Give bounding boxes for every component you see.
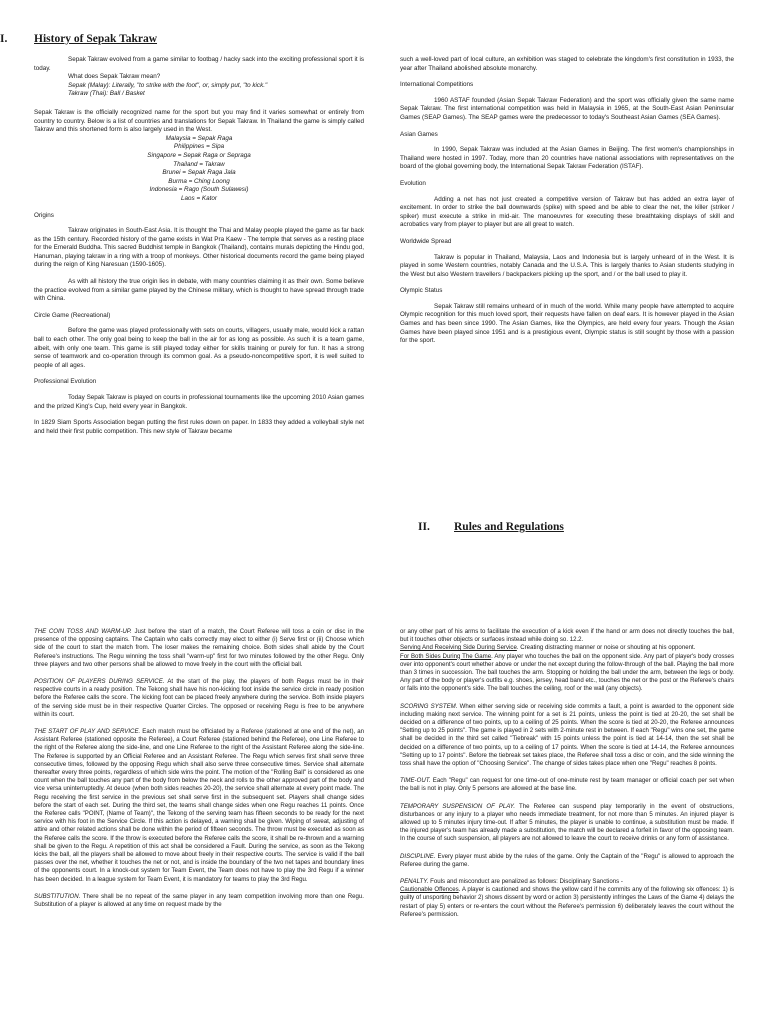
olympic-heading: Olympic Status	[400, 287, 443, 295]
country-item: Brunei = Sepak Raga Jala	[162, 169, 236, 177]
scoring-text: When either serving side or receiving side commits a fault, a point is awarded to the opponent side including making next service. The winning point for a set is 21 points, unless the point is tied at 20-20, the set shall be decided on a difference of two points, up to a ceiling of 25 points. When the score is tied at 20-20, the Referee announces "Setting up to 25 points". The game is played in 2 sets with 2-minute rest in between. If each "Regu" wins one set, the game shall be decided in the third set called "Tiebreak" with 15 points unless the point is tied at 14-14, then the set shall be decided on a difference of two points, up to a ceiling of 17 points. When the score is tied at 14-14, the Referee announces "Setting up to 17 points". Before the tiebreak set takes place, the Referee shall toss a disc or coin, and the side winning the toss shall have the option of "Choosing Service". The change of sides takes place when one "Regu" reaches 8 points.	[400, 702, 734, 768]
country-item: Malaysia = Sepak Raga	[165, 134, 233, 142]
evolution-paragraph: Adding a net has not just created a competitive version of Takraw but has added an extra layer of excitement. In order to strike the ball downwards (spike) with speed and be able to clear the net, the killer (striker / spiker) must execute a strike in mid-air. The manoeuvres for executing these breathtaking displays of skill and acrobatics vary from player to player but are all great to watch.	[400, 195, 734, 229]
professional-paragraph-1: Today Sepak Takraw is played on courts in professional tournaments like the upcoming 2010 Asian games and the prized King's Cup, held every year in Bangkok.	[34, 394, 364, 410]
section-1-heading: History of Sepak Takraw	[34, 33, 158, 45]
country-list	[34, 135, 364, 204]
substitution-heading: SUBSTITUTION.	[34, 892, 81, 900]
professional-evolution-heading: Professional Evolution	[34, 378, 97, 386]
bottom-right-column	[400, 628, 734, 1020]
asian-games-heading: Asian Games	[400, 130, 438, 138]
faults-continued-text: or any other part of his arms to facilitate the execution of a kick even if the hand or arm does not directly touches the ball, but it touches other objects or surfaces instead while doing so. 12.2.	[400, 628, 734, 644]
suspension-heading: TEMPORARY SUSPENSION OF PLAY.	[400, 802, 516, 810]
position-text: At the start of the play, the players of both Regus must be in their respective courts in a ready position. The Tekong shall have his non-kicking foot inside the service circle in ready position before the Referee calls the score. The kicking foot can be placed freely anywhere during the service. Both inside players of the serving side must be in their respective Quarter Circles. The opposed or receiving Regu is free to be anywhere within its court.	[34, 678, 364, 718]
origins-paragraph-2: As with all history the true origin lies in debate, with many countries claiming it as their own. Some believe the practice evolved from a similar game played by the Chinese military, which is thought to have spread through trade with China.	[34, 278, 364, 303]
penalty-heading: PENALTY.	[400, 878, 429, 886]
position-heading: POSITION OF PLAYERS DURING SERVICE.	[34, 678, 165, 686]
continued-paragraph: such a well-loved part of local culture, an exhibition was staged to celebrate the kingdom's first constitution in 1933, the year after Thailand abolished absolute monarchy.	[400, 56, 734, 72]
top-right-column	[400, 56, 734, 506]
coin-toss-heading: THE COIN TOSS AND WARM-UP.	[34, 628, 132, 635]
serving-side-heading: Serving And Receiving Side During Service	[400, 644, 517, 652]
sepak-definition: Sepak (Malay): Literally, "to strike with the foot", or, simply put, "to kick."	[68, 81, 268, 89]
cautionable-heading: Cautionable Offences	[400, 886, 459, 894]
coin-toss-text: Just before the start of a match, the Court Referee will toss a coin or disc in the presence of the opposing captains. The Captain who calls correctly may elect to either (i) Serve first or (ii) Choose which side of the court to start the match from. The loser makes the remaining choice. Both sides shall abide by the Court Referee's instructions. The Regu winning the toss shall "warm-up" first for two minutes followed by the other Regu. Only three players and two other persons shall be allowed to move freely in the court with the official ball.	[34, 628, 364, 668]
discipline-heading: DISCIPLINE.	[400, 852, 436, 860]
country-item: Indonesia = Rago (South Sulawesi)	[149, 186, 249, 194]
cautionable-text: . A player is cautioned and shows the yellow card if he commits any of the following six offences: 1) is guilty of unsporting behavior 2) shows dissent by word or action 3) persistently infringes the Laws of the Game 4) delays the restart of play 5) enters or re-enters the court without the Referee's permission 6) deliberately leaves the court without the Referee's permission.	[400, 886, 734, 918]
section-2-heading: Rules and Regulations	[454, 521, 564, 533]
circle-game-paragraph: Before the game was played professionally with sets on courts, villagers, usually male, would kick a rattan ball to each other. The only goal being to keep the ball in the air for as long as possible. As such it is a team game, albeit, with only one team. This game is still played today either for skills training or purely for fun. It has a strong sense of teamwork and co-operation through its common goal. As a pseudo-noncompetitive sport, it is well suited to people of all ages.	[34, 327, 364, 369]
bottom-left-column	[34, 628, 364, 1020]
substitution-text: There shall be no repeat of the same player in any team competition involving more than one Regu. Substitution of a player is allowed at any time on request made by the	[34, 892, 364, 909]
section-2-number: II.	[418, 521, 430, 533]
discipline-text: Every player must abide by the rules of the game. Only the Captain of the "Regu" is allowed to approach the Referee during the game.	[400, 852, 734, 868]
time-out-text: Each "Regu" can request for one time-out of one-minute rest by team manager or official coach per set when the ball is not in play. Only 5 persons are allowed at the base line.	[400, 777, 734, 793]
time-out-heading: TIME-OUT.	[400, 777, 431, 785]
section-1-title	[0, 33, 157, 45]
penalty-text: Fouls and misconduct are penalized as follows: Disciplinary Sanctions -	[428, 878, 623, 886]
suspension-text: The Referee can suspend play temporarily in the event of obstructions, disturbances or any injury to a player who needs immediate treatment, for not more than 5 minutes. An injured player is allowed up to 5 minutes injury time-out. If after 5 minutes, the player is unable to continue, a substitution must be made. If the injured player's team has already made a substitution, the match will be declared a forfeit in favor of the opposing team. In the course of such suspension, all players are not allowed to leave the court to receive drinks or any form of assistance.	[400, 802, 734, 843]
origins-paragraph-1: Takraw originates in South-East Asia. It is thought the Thai and Malay people played the game as far back as the 15th century. Recorded history of the game exists in Wat Pra Kaew - The temple that serves as a resting place for the Emerald Buddha. This sacred Buddhist temple in Bangkok (Thailand), contains murals depicting the Hindu god, Hanuman, playing takraw in a ring with a troop of monkeys. Other historical documents record the game being played during the reign of King Naresuan (1590-1605).	[34, 227, 364, 269]
worldwide-heading: Worldwide Spread	[400, 237, 452, 245]
both-sides-heading: For Both Sides During The Game	[400, 652, 492, 660]
origins-heading: Origins	[34, 211, 54, 219]
both-sides-text: . Any player who touches the ball on the opponent side. Any part of player's body crosses over into opponent's court whether above or under the net except during the follow-through of the ball. Playing the ball more than 3 times in succession. The ball touches the arm. Stopping or holding the ball under the arm, between the legs or body. Any part of the body or player's outfits e.g. shoes, jersey, head band etc., touches the net or the post or the Referee's chairs or falls into the opponent's side. The ball touches the ceiling, roof or the wall (any objects).	[400, 652, 734, 693]
takraw-definition: Takraw (Thai): Ball / Basket	[68, 90, 145, 98]
section-1-number: I.	[0, 33, 8, 45]
start-of-play-heading: THE START OF PLAY AND SERVICE.	[34, 728, 141, 736]
serving-side-text: . Creating distracting manner or noise or shouting at his opponent.	[516, 644, 696, 652]
circle-game-heading: Circle Game (Recreational)	[34, 311, 111, 319]
country-item: Thailand = Takraw	[173, 160, 225, 168]
worldwide-paragraph: Takraw is popular in Thailand, Malaysia, Laos and Indonesia but is largely unheard of in the West. It is played in some Western countries, notably Canada and the U.S.A. This is largely thanks to Asian students studying in the West but also Western travellers / backpackers picking up the sport, and / or the ball used to play it.	[400, 253, 734, 278]
section-2-title	[418, 521, 564, 533]
olympic-paragraph: Sepak Takraw still remains unheard of in much of the world. While many people have attempted to acquire Olympic recognition for this much loved sport, their requests have fallen on deaf ears. It is however played in the Asian Games and has been since 1990. The Asian Games, like the Olympics, are held every four years. Though the Asian Games have been played since 1951 and is a prestigious event, Olympic status is still sought by those with a passion for the sport.	[400, 302, 734, 345]
start-of-play-text: Each match must be officiated by a Referee (stationed at one end of the net), an Assistant Referee (stationed opposite the Referee), a Court Referee (stationed behind the Referee), one Line Referee to the right of the Referee along the side-line, and one Line Referee to the right of the Assistant Referee along the side-line. The Referee is supported by an Official Referee and an Assistant Referee. The Regu which serves first shall serve three consecutive times, followed by the opposing Regu which shall also serve three consecutive times. Service shall alternate thereafter every three points, regardless of which side wins the point. The motion of the "Rolling Ball" is considered as one count when the ball touches any part of the body from below the neck and rolls to the other approved part of the body and vice versa uninterruptedly. At deuce (when both sides reaches 20-20), the service shall alternate at every point made. The Regu receiving the first service in the previous set shall serve first in the subsequent set. Players shall change sides before the start of each set. During the third set, the teams shall change sides when one Regu reaches 11 points. Once the Referee calls "POINT, (Name of Team)", the Tekong of the serving team has fifteen seconds to be ready for the next service with his foot in the Service Circle. If this action is delayed, a warning shall be given. Wiping of sweat, adjusting of attire and other related actions shall be done within the period of fifteen seconds. The throw must be executed as soon as the Referee calls the score. If the throw is executed before the Referee calls the score, it shall be re-thrown and a warning shall be given to the Regu. A repetition of this act shall be considered a Fault. During the service, as soon as the Tekong kicks the ball, all the players shall be allowed to move about freely in their respective courts. The service is valid if the ball passes over the net, whether it touches the net or not, and is inside the boundary of the two net tapes and boundary lines of the opponents court. In a knock-out system for Team Event, the Team does not have to play the 3rd Regu if a winner has been decided. In a league system for Team Event, it is mandatory for teams to play the 3rd Regu.	[34, 728, 364, 883]
names-paragraph: Sepak Takraw is the officially recognized name for the sport but you may find it varies somewhat or entirely from country to country. Below is a list of countries and translations for Sepak Takraw. In Thailand the game is simply called Takraw and this shortened form is also largely used in the West.	[34, 108, 364, 134]
evolution-heading: Evolution	[400, 179, 426, 187]
asian-games-paragraph: In 1990, Sepak Takraw was included at the Asian Games in Beijing. The first women's championships in Thailand were hosted in 1997. Today, more than 20 countries have national associations with representatives on the board of the global governing body, the International Sepak Takraw Federation (ISTAF).	[400, 146, 734, 171]
country-item: Philippines = Sipa	[173, 143, 225, 151]
country-item: Burma = Ching Loong	[168, 177, 230, 185]
international-heading: International Competitions	[400, 81, 474, 89]
professional-paragraph-2: In 1829 Siam Sports Association began putting the first rules down on paper. In 1833 they added a volleyball style net and held their first public competition. This new style of Takraw became	[34, 419, 364, 435]
country-item: Laos = Kator	[181, 194, 217, 202]
international-paragraph: 1960 ASTAF founded (Asian Sepak Takraw Federation) and the sport was officially given the same name Sepak Takraw. The first international competition was held in Malaysia in 1965, at the South-East Asian Peninsular Games (SEAP Games). The SEAP games were the predecessor to today's Southeast Asian Games (SEA Games).	[400, 96, 734, 121]
question-line: What does Sepak Takraw mean?	[68, 73, 161, 81]
scoring-heading: SCORING SYSTEM.	[400, 702, 458, 710]
country-item: Singapore = Sepak Raga or Sepraga	[147, 151, 251, 159]
intro-paragraph: Sepak Takraw evolved from a game similar to footbag / hacky sack into the exciting professional sport it is today.	[34, 56, 364, 72]
top-left-column	[34, 56, 364, 548]
